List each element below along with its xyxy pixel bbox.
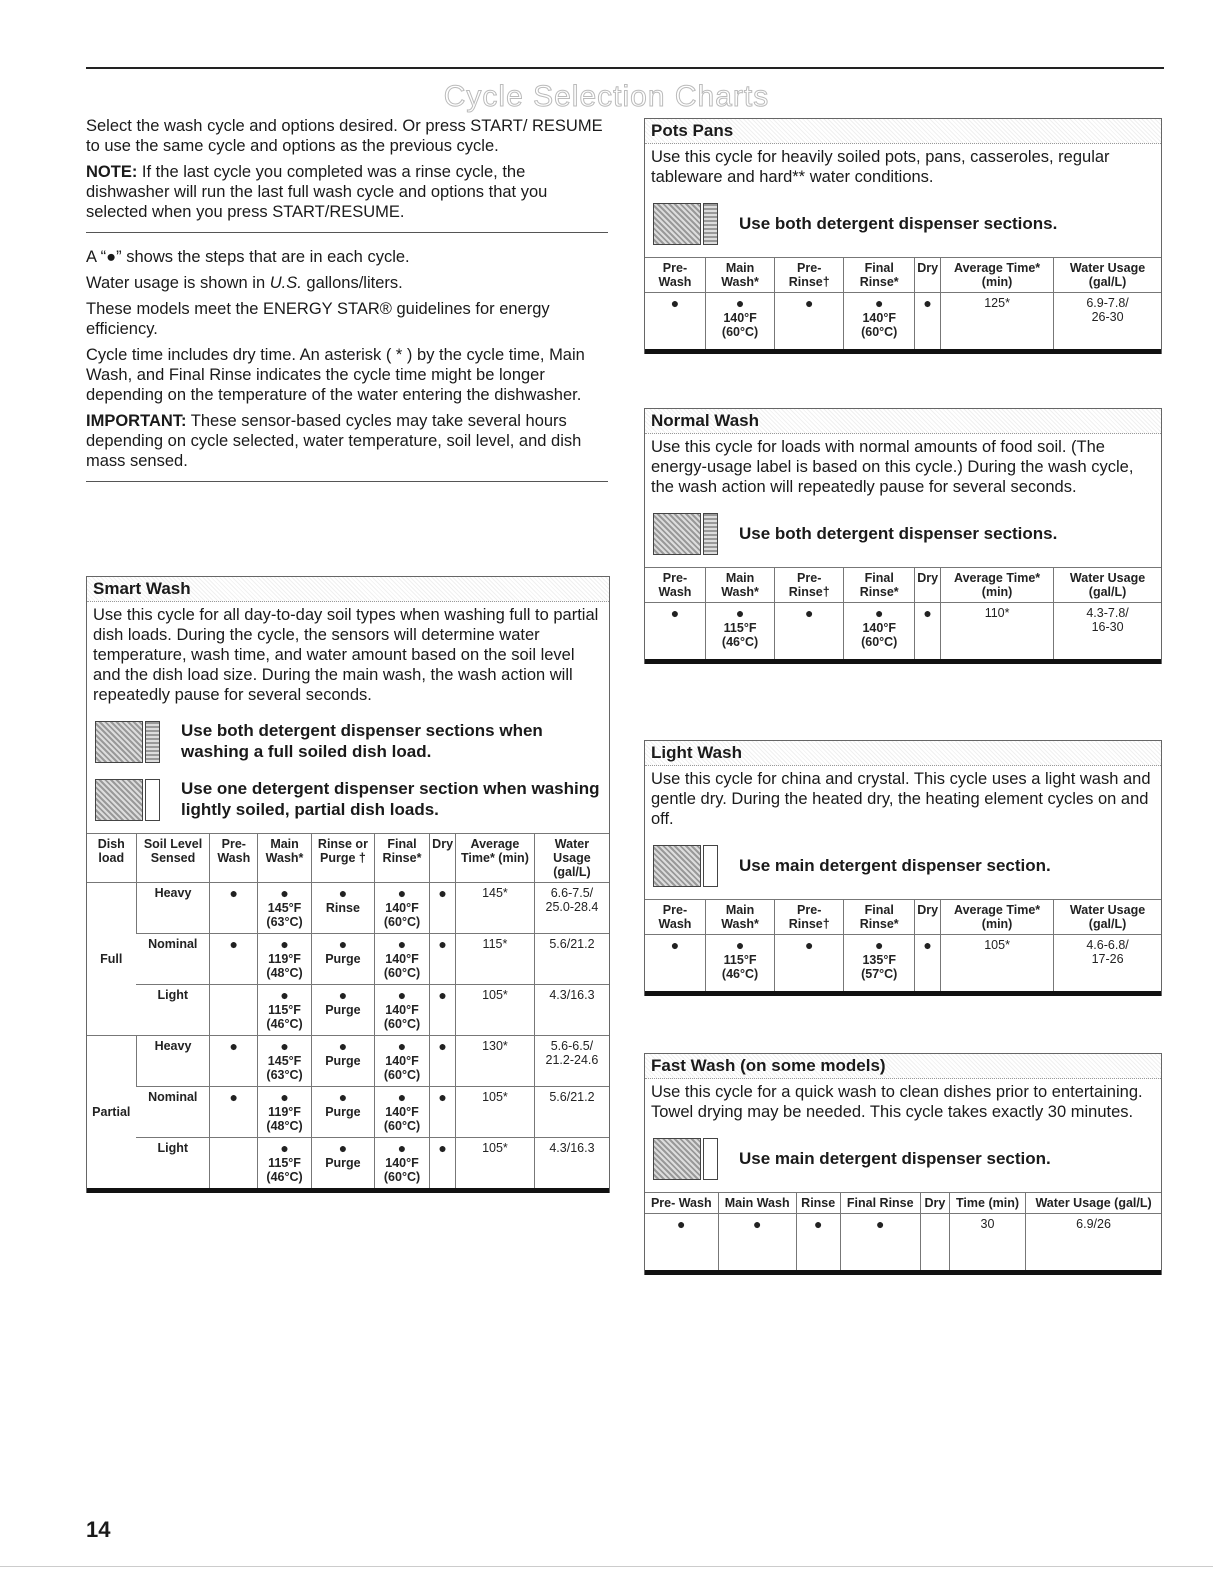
main-wash-cell: ● 119°F (48°C) xyxy=(258,1087,312,1138)
column-header: Rinse xyxy=(796,1193,840,1214)
time-cell: 130* xyxy=(456,1036,535,1087)
column-header: Final Rinse* xyxy=(844,568,915,603)
section-bottom-bar xyxy=(645,1270,1161,1275)
column-header: Pre- Wash xyxy=(645,258,705,293)
section-description: Use this cycle for all day-to-day soil types when washing full to partial dish loads. During the cycle, the sensors will determine water temperature, wash time, and water amount based on the soil level and the dish load size. During the main wash, the wash action will repeatedly pause for several seconds. xyxy=(93,606,599,704)
dry-cell: ● xyxy=(430,1036,456,1087)
water-usage-cell: 4.6-6.8/ 17-26 xyxy=(1054,935,1161,992)
soil-level-cell: Heavy xyxy=(136,1036,210,1087)
rinse-purge-cell: ● Purge xyxy=(312,1087,375,1138)
pre-wash-cell: ● xyxy=(645,1214,718,1271)
top-rule xyxy=(86,67,1164,69)
table-row xyxy=(645,603,1161,660)
column-header: Dish load xyxy=(87,834,136,883)
column-header: Main Wash* xyxy=(258,834,312,883)
column-header: Average Time* (min) xyxy=(941,900,1054,935)
smart-wash-table xyxy=(87,833,609,1188)
column-header: Water Usage (gal/L) xyxy=(534,834,609,883)
section-bottom-bar xyxy=(645,659,1161,664)
column-header: Pre- Rinse† xyxy=(775,900,844,935)
detergent-instruction xyxy=(87,769,609,833)
note-label: NOTE: xyxy=(86,163,138,181)
water-usage-units: U.S. xyxy=(269,274,302,292)
dish-load-cell: Partial xyxy=(87,1036,136,1189)
section-title: Normal Wash xyxy=(645,409,1161,434)
time-cell: 145* xyxy=(456,883,535,934)
note-paragraph xyxy=(86,162,608,222)
soil-level-cell: Heavy xyxy=(136,883,210,934)
column-header: Dry xyxy=(915,568,941,603)
pre-wash-cell: ● xyxy=(210,934,258,985)
fast-wash-section xyxy=(644,1053,1162,1275)
rinse-cell: ● xyxy=(775,603,844,660)
time-cell: 30 xyxy=(949,1214,1025,1271)
final-rinse-cell: ● 140°F (60°C) xyxy=(374,1036,429,1087)
final-rinse-cell: ● 140°F (60°C) xyxy=(374,934,429,985)
column-header: Main Wash* xyxy=(705,900,774,935)
final-rinse-cell: ● xyxy=(840,1214,920,1271)
main-wash-cell: ● 119°F (48°C) xyxy=(258,934,312,985)
column-header: Pre- Rinse† xyxy=(775,568,844,603)
section-description: Use this cycle for a quick wash to clean dishes prior to entertaining. Towel drying may be needed. This cycle takes exactly 30 minutes. xyxy=(651,1083,1143,1121)
column-header: Pre- Rinse† xyxy=(775,258,844,293)
final-rinse-cell: ● 140°F (60°C) xyxy=(374,1138,429,1189)
table-row xyxy=(645,935,1161,992)
table-row xyxy=(645,1214,1161,1271)
section-title: Smart Wash xyxy=(87,577,609,602)
section-title: Pots Pans xyxy=(645,119,1161,144)
water-usage-cell: 6.9-7.8/ 26-30 xyxy=(1054,293,1161,350)
table-row xyxy=(645,293,1161,350)
main-wash-cell: ● xyxy=(718,1214,796,1271)
section-description: Use this cycle for heavily soiled pots, pans, casseroles, regular tableware and hard** water conditions. xyxy=(651,148,1110,186)
dish-load-cell: Full xyxy=(87,883,136,1036)
section-bottom-bar xyxy=(645,991,1161,996)
column-header: Final Rinse* xyxy=(844,258,915,293)
section-title: Light Wash xyxy=(645,741,1161,766)
rinse-purge-cell: ● Purge xyxy=(312,934,375,985)
pre-wash-cell: ● xyxy=(645,935,705,992)
pre-wash-cell xyxy=(210,1138,258,1189)
header-row xyxy=(645,1193,1161,1214)
column-header: Rinse or Purge † xyxy=(312,834,375,883)
main-wash-cell: ● 145°F (63°C) xyxy=(258,1036,312,1087)
cycle-table xyxy=(645,899,1161,991)
rinse-cell: ● xyxy=(796,1214,840,1271)
table-row xyxy=(87,883,609,934)
header-row xyxy=(645,568,1161,603)
detergent-instruction xyxy=(87,711,609,769)
detergent-text: Use both detergent dispenser sections. xyxy=(739,523,1058,543)
column-header: Pre- Wash xyxy=(645,1193,718,1214)
final-rinse-cell: ● 140°F (60°C) xyxy=(374,985,429,1036)
table-row xyxy=(87,1138,609,1189)
water-usage-cell: 4.3-7.8/ 16-30 xyxy=(1054,603,1161,660)
section-bottom-bar xyxy=(645,349,1161,354)
table-row xyxy=(87,934,609,985)
column-header: Dry xyxy=(430,834,456,883)
column-header: Final Rinse* xyxy=(844,900,915,935)
water-usage-cell: 6.9/26 xyxy=(1026,1214,1161,1271)
time-cell: 105* xyxy=(941,935,1054,992)
time-cell: 125* xyxy=(941,293,1054,350)
column-header: Average Time* (min) xyxy=(941,568,1054,603)
detergent-instruction xyxy=(645,193,1161,257)
column-header: Final Rinse* xyxy=(374,834,429,883)
pots-pans-section xyxy=(644,118,1162,354)
detergent-dispenser-both-icon xyxy=(93,717,163,765)
main-wash-cell: ● 145°F (63°C) xyxy=(258,883,312,934)
pre-wash-cell xyxy=(210,985,258,1036)
pre-wash-cell: ● xyxy=(210,1087,258,1138)
time-cell: 115* xyxy=(456,934,535,985)
cycle-table xyxy=(645,567,1161,659)
main-wash-cell: ● 115°F (46°C) xyxy=(258,1138,312,1189)
water-usage-cell: 5.6/21.2 xyxy=(534,934,609,985)
normal-wash-section xyxy=(644,408,1162,664)
water-usage-text-a: Water usage is shown in xyxy=(86,274,270,292)
column-header: Water Usage (gal/L) xyxy=(1054,568,1161,603)
column-header: Water Usage (gal/L) xyxy=(1054,900,1161,935)
section-description: Use this cycle for loads with normal amounts of food soil. (The energy-usage label is based on this cycle.) During the wash cycle, the wash action will repeatedly pause for several seconds. xyxy=(651,438,1134,496)
column-header: Dry xyxy=(915,900,941,935)
time-cell: 105* xyxy=(456,985,535,1036)
rinse-purge-cell: ● Purge xyxy=(312,1036,375,1087)
dry-cell: ● xyxy=(915,603,941,660)
water-usage-note xyxy=(86,273,608,293)
final-rinse-cell: ● 140°F (60°C) xyxy=(374,883,429,934)
pre-wash-cell: ● xyxy=(210,883,258,934)
column-header: Average Time* (min) xyxy=(456,834,535,883)
detergent-text: Use main detergent dispenser section. xyxy=(739,1148,1051,1168)
section-bottom-bar xyxy=(87,1188,609,1193)
intro-column xyxy=(86,116,608,496)
page-title: Cycle Selection Charts xyxy=(443,80,770,113)
dot-legend: A “●” shows the steps that are in each cycle. xyxy=(86,248,410,266)
detergent-instruction xyxy=(645,835,1161,899)
dry-cell: ● xyxy=(915,293,941,350)
header-row xyxy=(645,900,1161,935)
bottom-rule xyxy=(0,1566,1213,1567)
rinse-purge-cell: ● Purge xyxy=(312,1138,375,1189)
column-header: Dry xyxy=(915,258,941,293)
divider xyxy=(86,481,608,482)
column-header: Water Usage (gal/L) xyxy=(1054,258,1161,293)
water-usage-cell: 5.6/21.2 xyxy=(534,1087,609,1138)
final-rinse-cell: ● 135°F (57°C) xyxy=(844,935,915,992)
water-usage-cell: 6.6-7.5/ 25.0-28.4 xyxy=(534,883,609,934)
column-header: Pre- Wash xyxy=(645,900,705,935)
detergent-text: Use main detergent dispenser section. xyxy=(739,855,1051,875)
soil-level-cell: Nominal xyxy=(136,934,210,985)
column-header: Main Wash xyxy=(718,1193,796,1214)
water-usage-cell: 4.3/16.3 xyxy=(534,985,609,1036)
section-title: Fast Wash (on some models) xyxy=(645,1054,1161,1079)
water-usage-text-b: gallons/liters. xyxy=(301,274,403,292)
dry-cell: ● xyxy=(430,883,456,934)
detergent-dispenser-one-icon xyxy=(93,775,163,823)
cycle-time-note: Cycle time includes dry time. An asterisk ( * ) by the cycle time, Main Wash, and Final Rinse indicates the cycle time might be longer depending on the temperature of the water entering the dishwasher. xyxy=(86,346,585,404)
final-rinse-cell: ● 140°F (60°C) xyxy=(844,603,915,660)
note-text: If the last cycle you completed was a rinse cycle, the dishwasher will run the last full wash cycle and options that you selected when you press START/RESUME. xyxy=(86,163,548,221)
final-rinse-cell: ● 140°F (60°C) xyxy=(374,1087,429,1138)
rinse-purge-cell: ● Purge xyxy=(312,985,375,1036)
table-row xyxy=(87,1087,609,1138)
soil-level-cell: Light xyxy=(136,985,210,1036)
column-header: Final Rinse xyxy=(840,1193,920,1214)
final-rinse-cell: ● 140°F (60°C) xyxy=(844,293,915,350)
pre-wash-cell: ● xyxy=(645,293,705,350)
detergent-text: Use one detergent dispenser section when washing lightly soiled, partial dish loads. xyxy=(181,779,600,819)
energy-star-note: These models meet the ENERGY STAR® guidelines for energy efficiency. xyxy=(86,300,550,338)
rinse-cell: ● xyxy=(775,293,844,350)
main-wash-cell: ● 115°F (46°C) xyxy=(705,603,774,660)
cycle-table xyxy=(645,257,1161,349)
dry-cell xyxy=(920,1214,949,1271)
detergent-text: Use both detergent dispenser sections when washing a full soiled dish load. xyxy=(181,721,543,761)
column-header: Main Wash* xyxy=(705,568,774,603)
divider xyxy=(86,232,608,233)
detergent-instruction xyxy=(645,1128,1161,1192)
main-wash-cell: ● 115°F (46°C) xyxy=(705,935,774,992)
column-header: Dry xyxy=(920,1193,949,1214)
smart-wash-section xyxy=(86,576,610,1193)
pre-wash-cell: ● xyxy=(645,603,705,660)
dry-cell: ● xyxy=(430,1138,456,1189)
time-cell: 110* xyxy=(941,603,1054,660)
header-row xyxy=(645,258,1161,293)
detergent-dispenser-one-icon xyxy=(651,1134,721,1182)
detergent-instruction xyxy=(645,503,1161,567)
column-header: Pre- Wash xyxy=(645,568,705,603)
column-header: Main Wash* xyxy=(705,258,774,293)
table-row xyxy=(87,985,609,1036)
dry-cell: ● xyxy=(430,934,456,985)
main-wash-cell: ● 140°F (60°C) xyxy=(705,293,774,350)
important-label: IMPORTANT: xyxy=(86,412,187,430)
water-usage-cell: 5.6-6.5/ 21.2-24.6 xyxy=(534,1036,609,1087)
dry-cell: ● xyxy=(430,985,456,1036)
rinse-purge-cell: ● Rinse xyxy=(312,883,375,934)
time-cell: 105* xyxy=(456,1087,535,1138)
dry-cell: ● xyxy=(915,935,941,992)
main-wash-cell: ● 115°F (46°C) xyxy=(258,985,312,1036)
column-header: Water Usage (gal/L) xyxy=(1026,1193,1161,1214)
dry-cell: ● xyxy=(430,1087,456,1138)
cycle-table xyxy=(645,1192,1161,1270)
intro-paragraph: Select the wash cycle and options desired. Or press START/ RESUME to use the same cycle and options as the previous cycle. xyxy=(86,117,603,155)
column-header: Time (min) xyxy=(949,1193,1025,1214)
light-wash-section xyxy=(644,740,1162,996)
detergent-dispenser-both-icon xyxy=(651,509,721,557)
detergent-dispenser-both-icon xyxy=(651,199,721,247)
detergent-dispenser-one-icon xyxy=(651,841,721,889)
detergent-text: Use both detergent dispenser sections. xyxy=(739,213,1058,233)
column-header: Pre- Wash xyxy=(210,834,258,883)
pre-wash-cell: ● xyxy=(210,1036,258,1087)
water-usage-cell: 4.3/16.3 xyxy=(534,1138,609,1189)
time-cell: 105* xyxy=(456,1138,535,1189)
important-paragraph xyxy=(86,411,608,471)
column-header: Soil Level Sensed xyxy=(136,834,210,883)
soil-level-cell: Nominal xyxy=(136,1087,210,1138)
soil-level-cell: Light xyxy=(136,1138,210,1189)
page-number: 14 xyxy=(86,1517,111,1542)
section-description: Use this cycle for china and crystal. This cycle uses a light wash and gentle dry. During the heated dry, the heating element cycles on and off. xyxy=(651,770,1151,828)
rinse-cell: ● xyxy=(775,935,844,992)
table-row xyxy=(87,1036,609,1087)
column-header: Average Time* (min) xyxy=(941,258,1054,293)
important-text: These sensor-based cycles may take several hours depending on cycle selected, water temperature, soil level, and dish mass sensed. xyxy=(86,412,582,470)
